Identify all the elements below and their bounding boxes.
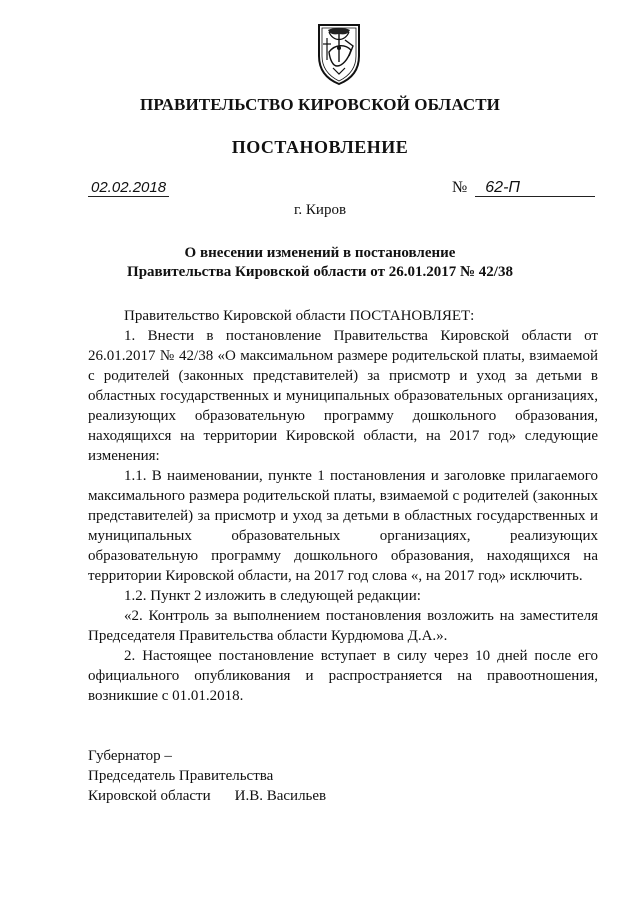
paragraph-1-2-text: «2. Контроль за выполнением постановления возложить на заместителя Председателя Правительства области Курдюмова Д.А.». [88,608,598,644]
subject-line-2: Правительства Кировской области от 26.01.2017 № 42/38 [127,264,513,280]
organization-title: ПРАВИТЕЛЬСТВО КИРОВСКОЙ ОБЛАСТИ [140,95,500,114]
paragraph-1-1: 1.1. В наименовании, пункте 1 постановления и заголовке прилагаемого максимального размера родительской платы, взимаемой с родителей (законных представителей) за присмотр и уход за детьми в областных государственных и муниципальных образовательных организациях, реализующих образовательную программу дошкольного образования, находящихся на территории Кировской области, на 2017 год слова «, на 2017 год» исключить. [88,468,598,584]
signature-region: Кировской области [88,788,211,804]
preamble: Правительство Кировской области ПОСТАНОВЛЯЕТ: [124,308,475,324]
signature-line-2: Председатель Правительства [88,768,274,784]
paragraph-1: 1. Внести в постановление Правительства Кировской области от 26.01.2017 № 42/38 «О максимальном размере родительской платы, взимаемой с родителей (законных представителей) за присмотр и уход за детьми в областных государственных и муниципальных образовательных организациях, реализующих образовательную программу дошкольного образования, находящихся на территории Кировской области, на 2017 год» следующие изменения: [88,328,598,464]
signer-name: И.В. Васильев [234,788,327,804]
subject-line-1: О внесении изменений в постановление [184,245,456,261]
document-body [88,306,598,706]
paragraph-1-2: 1.2. Пункт 2 изложить в следующей редакции: [124,588,421,604]
number-sign: № [452,179,468,196]
document-number [452,180,595,197]
document-type: ПОСТАНОВЛЕНИЕ [231,137,409,157]
paragraph-2: 2. Настоящее постановление вступает в силу через 10 дней после его официального опубликования и распространяется на правоотношения, возникшие с 01.01.2018. [88,648,598,704]
signature-line-3 [88,786,326,806]
number-value: 62-П [475,180,595,197]
city: г. Киров [293,202,347,218]
signature-block [88,746,326,806]
kirov-oblast-coat-of-arms-icon [315,22,363,86]
signature-line-1: Губернатор – [88,748,172,764]
document-subject [0,244,640,282]
document-date: 02.02.2018 [88,180,169,197]
